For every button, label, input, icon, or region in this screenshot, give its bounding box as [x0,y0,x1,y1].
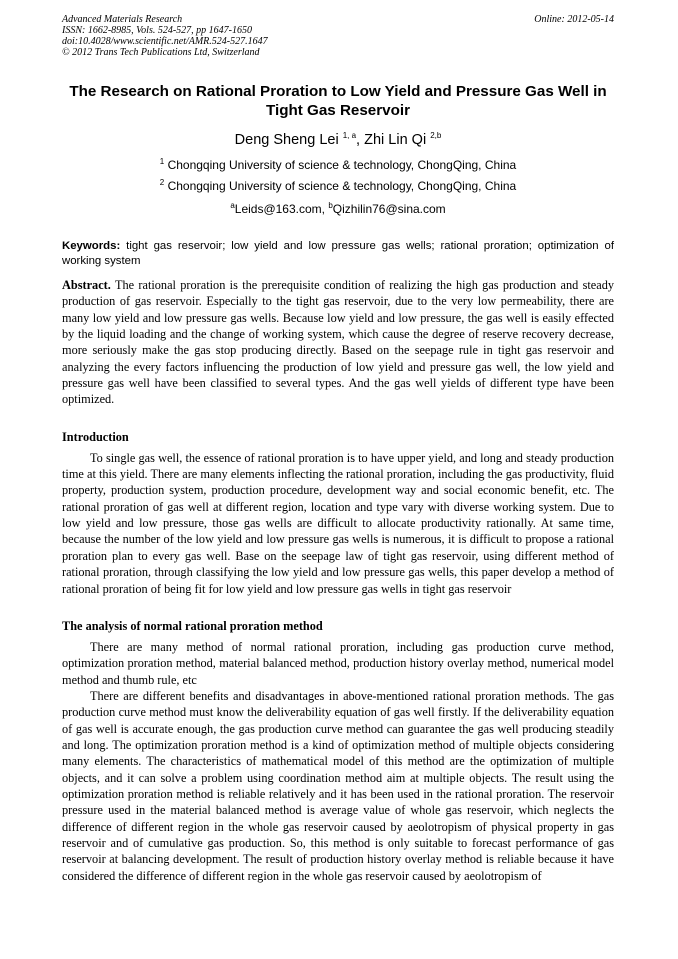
author-1: Deng Sheng Lei [234,132,339,148]
introduction-heading: Introduction [62,429,129,444]
introduction-paragraph: To single gas well, the essence of rational proration is to have upper yield, and long and steady production time at this yield. There are many elements inflecting the rational proration, including the gas productivity, fluid property, production system, production procedure, development way and social economic benefit, etc. The rational proration of gas well at different region, location and type vary with diverse working system. Due to low yield and low pressure, those gas wells are difficult to allocate productivity rationally. At same time, because the number of the low yield and low pressure gas wells is numerous, it is difficult to propose a rational proration plan to every gas well. Base on the seepage law of tight gas reservoir, using different method of rational proration, through classifying the low yield and low pressure gas wells, this paper develop a method of rational proration of being fit for low yield and low pressure gas wells in tight gas reservoir [62,450,614,596]
abstract-label: Abstract. [62,278,111,292]
issn-line: ISSN: 1662-8985, Vols. 524-527, pp 1647-1650 [62,25,252,36]
online-date: Online: 2012-05-14 [534,14,614,25]
email-a-marker: a [230,201,235,210]
author-2: Zhi Lin Qi [364,132,427,148]
analysis-paragraph-2: There are different benefits and disadvantages in above-mentioned rational proration methods. The gas production curve method must know the deliverability equation of gas well firstly. If the deliverability equation of gas well is accurate enough, the gas production curve method can guarantee the gas well producing steadily and long. The optimization proration method is a kind of optimization method of multiple objects considering many elements. The characteristics of mathematical model of this method are the optimization of multiple objects, and it can solve a problem using coordination method aim at multiple objects. The result using the optimization proration method is reliable relatively and it has been used in the rational proration. The reservoir pressure used in the material balanced method is average value of whole gas reservoir, which neglects the difference of different region in the whole gas reservoir caused by aeolotropism of physical property in gas reservoir and of cumulative gas production. So, this method is only suitable to forecast performance of gas reservoir at balancing development. The result of production history overlay method is reliable because it have considered the difference of different region in the whole gas reservoir caused by aeolotropism of [62,688,614,883]
keywords [62,239,614,269]
affiliation-1-number: 1 [159,157,165,166]
author-line [62,131,614,149]
email-b-marker: b [328,201,333,210]
affiliation-2-text: Chongqing University of science & technology, ChongQing, China [167,179,517,193]
author-separator: , [356,132,365,148]
email-b: Qizhilin76@sina.com [332,202,446,216]
analysis-heading: The analysis of normal rational proration method [62,618,323,633]
abstract-text: The rational proration is the prerequisite condition of realizing the high gas production and steady production of gas reservoir. Especially to the tight gas reservoir, due to the very low permeability, there are many low yield and low pressure gas wells. Because low yield and low pressure, the gas well is easily effected by the liquid loading and the change of working system, which cause the degree of reserve recovery decrease, more seriously make the gas stop producing directly. Based on the seepage rule in tight gas reservoir and analyzing the every factors influencing the production of low yield and pressure gas well, the low yield and pressure gas well have been classified to several types. And the gas well yields of different type have been optimized. [62,278,614,407]
author-1-affil: 1, a [342,131,357,141]
affiliation-1 [62,158,614,173]
email-a: Leids@163.com, [234,202,329,216]
email-line [62,202,614,217]
author-2-affil: 2,b [430,131,442,141]
keywords-label: Keywords: [62,240,121,252]
affiliation-1-text: Chongqing University of science & technology, ChongQing, China [167,158,517,172]
doi-line: doi:10.4028/www.scientific.net/AMR.524-527.1647 [62,36,268,47]
abstract [62,277,614,408]
analysis-paragraph-1: There are many method of normal rational proration, including gas production curve method, optimization proration method, material balanced method, production history overlay method, numerical model method and thumb rule, etc [62,639,614,687]
journal-header [62,14,614,58]
copyright-line: © 2012 Trans Tech Publications Ltd, Switzerland [62,47,260,58]
journal-name: Advanced Materials Research [62,14,183,25]
paper-page [62,14,614,884]
paper-title: The Research on Rational Proration to Low Yield and Pressure Gas Well in Tight Gas Reservoir [69,83,607,119]
affiliation-2-number: 2 [159,178,165,187]
keywords-text: tight gas reservoir; low yield and low pressure gas wells; rational proration; optimization of working system [62,240,614,267]
affiliation-2 [62,179,614,194]
